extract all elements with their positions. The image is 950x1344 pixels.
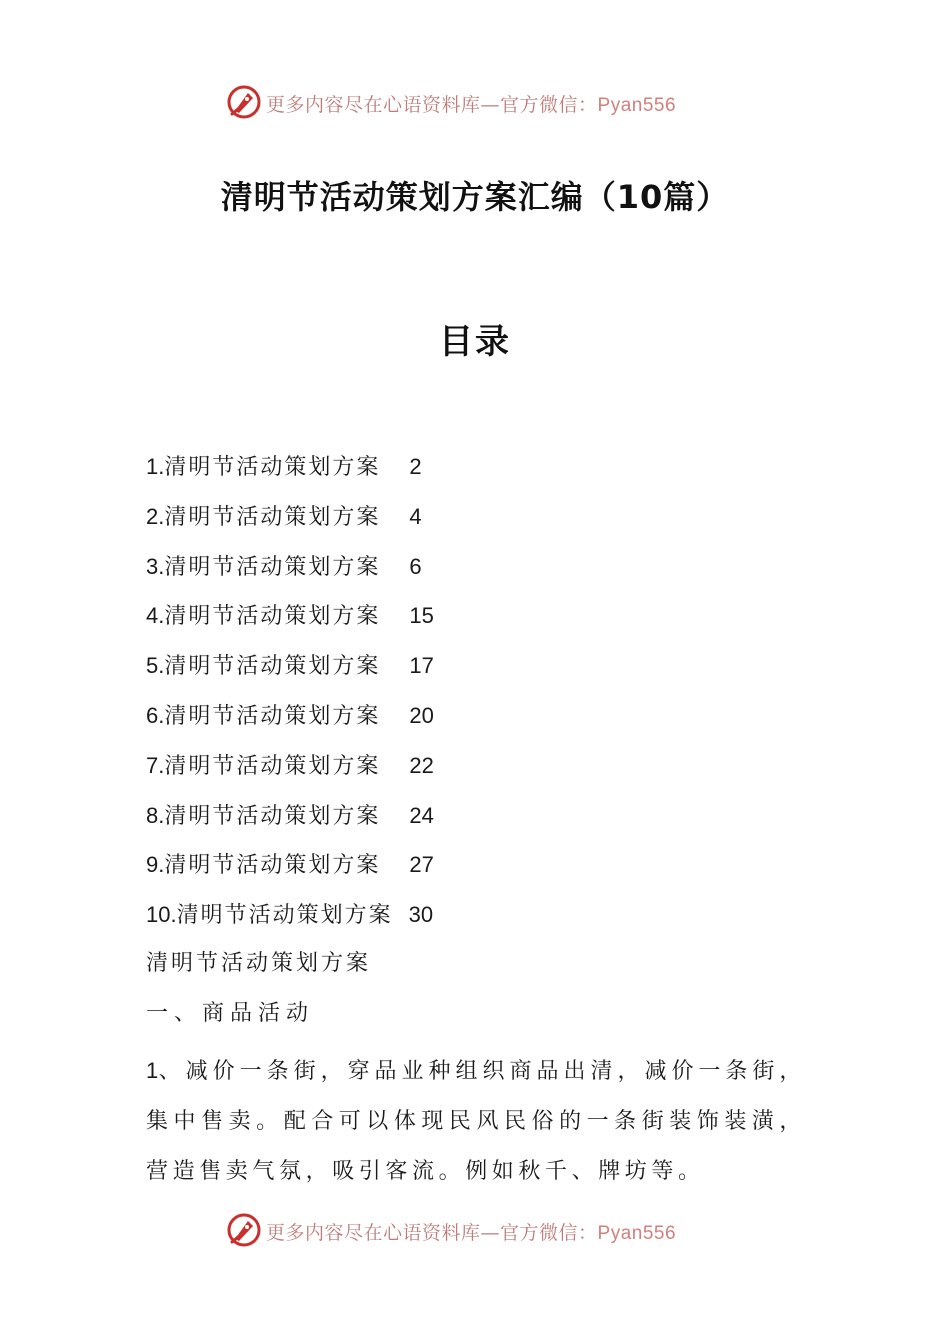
watermark-text	[266, 90, 676, 117]
toc-item[interactable]	[146, 496, 434, 546]
header-watermark	[0, 82, 950, 122]
toc-item-page: 30	[408, 902, 434, 928]
watermark-handle: Pyan556	[597, 95, 677, 116]
toc-item-label: 清明节活动策划方案	[164, 803, 381, 829]
toc-item-label: 清明节活动策划方案	[164, 554, 381, 580]
toc-item-page: 22	[409, 752, 434, 778]
paragraph-number: 1	[146, 1058, 159, 1083]
toc-item-number: 8.	[146, 802, 165, 828]
toc-item-label: 清明节活动策划方案	[176, 903, 393, 929]
toc-item-number: 1.	[146, 454, 165, 479]
toc-item[interactable]	[146, 546, 434, 596]
toc-item-page: 20	[409, 702, 434, 728]
toc-item-number: 2.	[146, 503, 165, 529]
toc-item-page: 27	[409, 852, 434, 878]
toc-item[interactable]	[146, 745, 434, 795]
table-of-contents	[146, 446, 434, 944]
toc-item-page: 4	[409, 503, 422, 529]
toc-item-label: 清明节活动策划方案	[164, 753, 381, 779]
pen-nib-circle-icon	[226, 1212, 262, 1248]
toc-item[interactable]	[146, 844, 434, 894]
pen-nib-circle-icon	[226, 84, 262, 120]
toc-item[interactable]	[146, 695, 434, 745]
toc-item[interactable]	[146, 894, 434, 944]
toc-item-number: 5.	[146, 653, 165, 679]
toc-item-label: 清明节活动策划方案	[164, 853, 381, 879]
toc-item[interactable]	[146, 795, 434, 845]
watermark-handle: Pyan556	[597, 1223, 677, 1244]
watermark-label: 更多内容尽在心语资料库—官方微信：	[266, 94, 598, 116]
toc-item-number: 6.	[146, 702, 165, 728]
toc-item-label: 清明节活动策划方案	[164, 455, 381, 480]
toc-item-label: 清明节活动策划方案	[164, 504, 381, 530]
toc-item-page: 15	[409, 603, 434, 629]
toc-item-number: 4.	[146, 603, 165, 629]
toc-item[interactable]	[146, 595, 434, 645]
section-heading: 一、商品活动	[146, 1001, 315, 1026]
watermark-text	[266, 1218, 676, 1245]
document-title: 清明节活动策划方案汇编（10篇）	[220, 178, 730, 216]
toc-item-page: 6	[409, 553, 422, 579]
toc-item[interactable]	[146, 446, 434, 496]
paragraph-text: 、减价一条街，穿品业种组织商品出清，减价一条街，集中售卖。配合可以体现民风民俗的一条街装饰装潢，营造售卖气氛，吸引客流。例如秋千、牌坊等。	[146, 1059, 806, 1184]
toc-item-label: 清明节活动策划方案	[164, 604, 381, 630]
section-title: 清明节活动策划方案	[146, 951, 372, 976]
toc-item-label: 清明节活动策划方案	[164, 703, 381, 729]
toc-item-number: 9.	[146, 852, 165, 878]
body-paragraph	[146, 1046, 806, 1197]
toc-item-page: 17	[409, 653, 434, 679]
toc-heading: 目录	[439, 322, 511, 362]
watermark-label: 更多内容尽在心语资料库—官方微信：	[266, 1222, 598, 1244]
toc-item[interactable]	[146, 645, 434, 695]
toc-item-page: 24	[409, 802, 434, 828]
toc-item-label: 清明节活动策划方案	[164, 654, 381, 680]
toc-item-number: 3.	[146, 553, 165, 579]
toc-item-page: 2	[409, 454, 422, 479]
toc-item-number: 10.	[146, 902, 177, 928]
toc-item-number: 7.	[146, 752, 165, 778]
footer-watermark	[0, 1210, 950, 1250]
